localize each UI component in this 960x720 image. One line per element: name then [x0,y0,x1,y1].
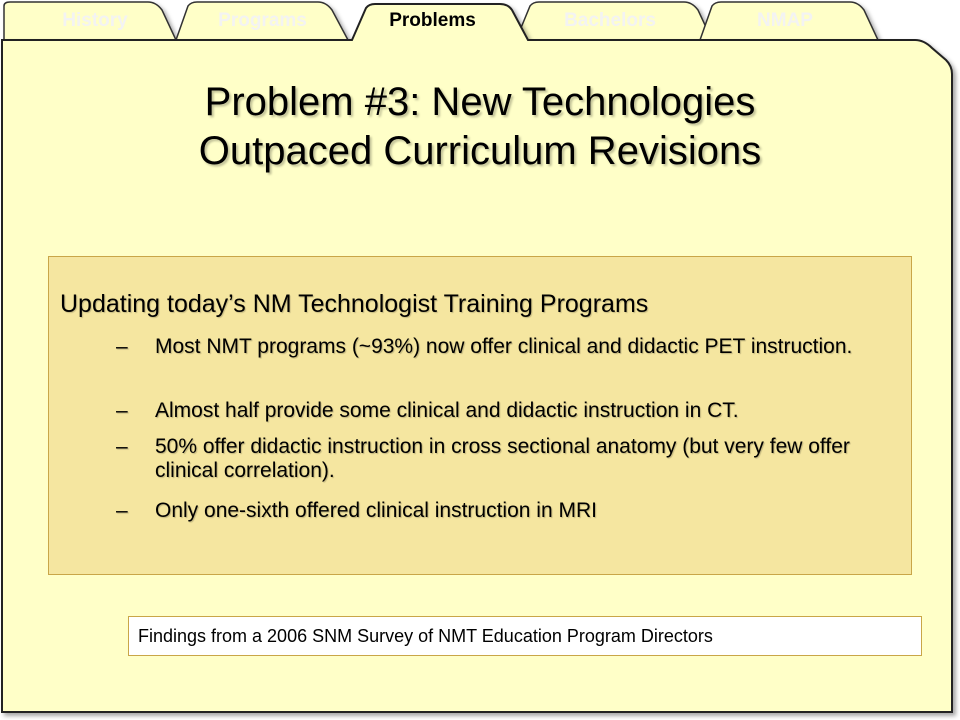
bullet-item [116,499,879,523]
bullet-text: Almost half provide some clinical and didactic instruction in CT. [155,399,739,422]
slide-title-line2: Outpaced Curriculum Revisions [198,129,762,173]
bullet-text: 50% offer didactic instruction in cross sectional anatomy (but very few offer clinical correlation). [155,435,850,482]
slide-title-line1: Problem #3: New Technologies [204,80,756,124]
bullet-item [116,399,879,423]
bullet-text: Most NMT programs (~93%) now offer clinical and didactic PET instruction. [155,335,853,358]
bullet-dash: – [116,499,128,522]
content-heading: Updating today’s NM Technologist Training Programs [60,290,649,318]
bullet-dash: – [116,335,128,358]
bullet-item [116,435,879,483]
bullet-text: Only one-sixth offered clinical instruction in MRI [155,499,597,522]
tab-programs[interactable]: Programs [218,10,307,31]
content-box [48,256,912,575]
tab-history[interactable]: History [62,10,128,31]
tab-problems[interactable]: Problems [389,10,476,31]
source-footnote: Findings from a 2006 SNM Survey of NMT Education Program Directors [128,616,922,656]
bullet-item [116,335,879,359]
slide-title [100,78,860,176]
bullet-dash: – [116,399,128,422]
tab-bachelors[interactable]: Bachelors [564,10,656,31]
bullet-dash: – [116,435,128,458]
tab-nmap[interactable]: NMAP [757,10,813,31]
